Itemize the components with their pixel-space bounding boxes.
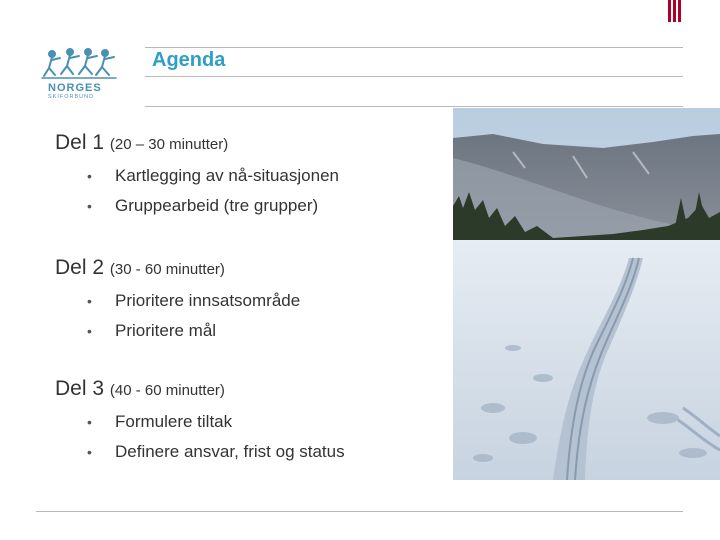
list-item bbox=[55, 407, 345, 437]
section-duration: (20 – 30 minutter) bbox=[109, 136, 229, 153]
list-item bbox=[55, 437, 345, 467]
skiforbund-logo bbox=[40, 44, 120, 106]
footer-line bbox=[36, 511, 683, 512]
bullet-list bbox=[55, 407, 345, 467]
section-duration: (30 - 60 minutter) bbox=[109, 261, 225, 278]
list-item bbox=[55, 286, 300, 316]
agenda-section-3 bbox=[55, 377, 345, 467]
flag-stripes bbox=[668, 0, 682, 22]
bullet-text: Kartlegging av nå-situasjonen bbox=[115, 166, 339, 185]
header-line-middle bbox=[145, 76, 683, 77]
bullet-icon: • bbox=[87, 198, 92, 214]
bullet-icon: • bbox=[87, 293, 92, 309]
section-duration: (40 - 60 minutter) bbox=[109, 382, 225, 399]
bullet-icon: • bbox=[87, 323, 92, 339]
bullet-list bbox=[55, 286, 300, 346]
list-item bbox=[55, 191, 339, 221]
agenda-section-1 bbox=[55, 131, 339, 221]
list-item bbox=[55, 161, 339, 191]
header-line-bottom bbox=[145, 106, 683, 107]
header-line-top bbox=[145, 47, 683, 48]
bullet-text: Formulere tiltak bbox=[115, 412, 233, 431]
bullet-text: Gruppearbeid (tre grupper) bbox=[115, 196, 319, 215]
bullet-text: Prioritere mål bbox=[115, 321, 217, 340]
logo-name: NORGES bbox=[48, 82, 102, 94]
section-heading bbox=[55, 131, 339, 155]
section-heading bbox=[55, 377, 345, 401]
skier-figures-icon bbox=[40, 44, 120, 82]
section-label: Del 3 bbox=[55, 377, 105, 400]
snow-trail-photo bbox=[453, 108, 720, 480]
list-item bbox=[55, 316, 300, 346]
bullet-icon: • bbox=[87, 414, 92, 430]
bullet-icon: • bbox=[87, 168, 92, 184]
bullet-icon: • bbox=[87, 444, 92, 460]
section-heading bbox=[55, 256, 300, 280]
bullet-text: Definere ansvar, frist og status bbox=[115, 442, 345, 461]
page-title: Agenda bbox=[152, 49, 226, 71]
section-label: Del 2 bbox=[55, 256, 105, 279]
bullet-text: Prioritere innsatsområde bbox=[115, 291, 301, 310]
agenda-section-2 bbox=[55, 256, 300, 346]
snow-landscape-image bbox=[453, 108, 720, 480]
section-label: Del 1 bbox=[55, 131, 105, 154]
logo-subtitle: SKIFORBUND bbox=[48, 94, 95, 100]
bullet-list bbox=[55, 161, 339, 221]
